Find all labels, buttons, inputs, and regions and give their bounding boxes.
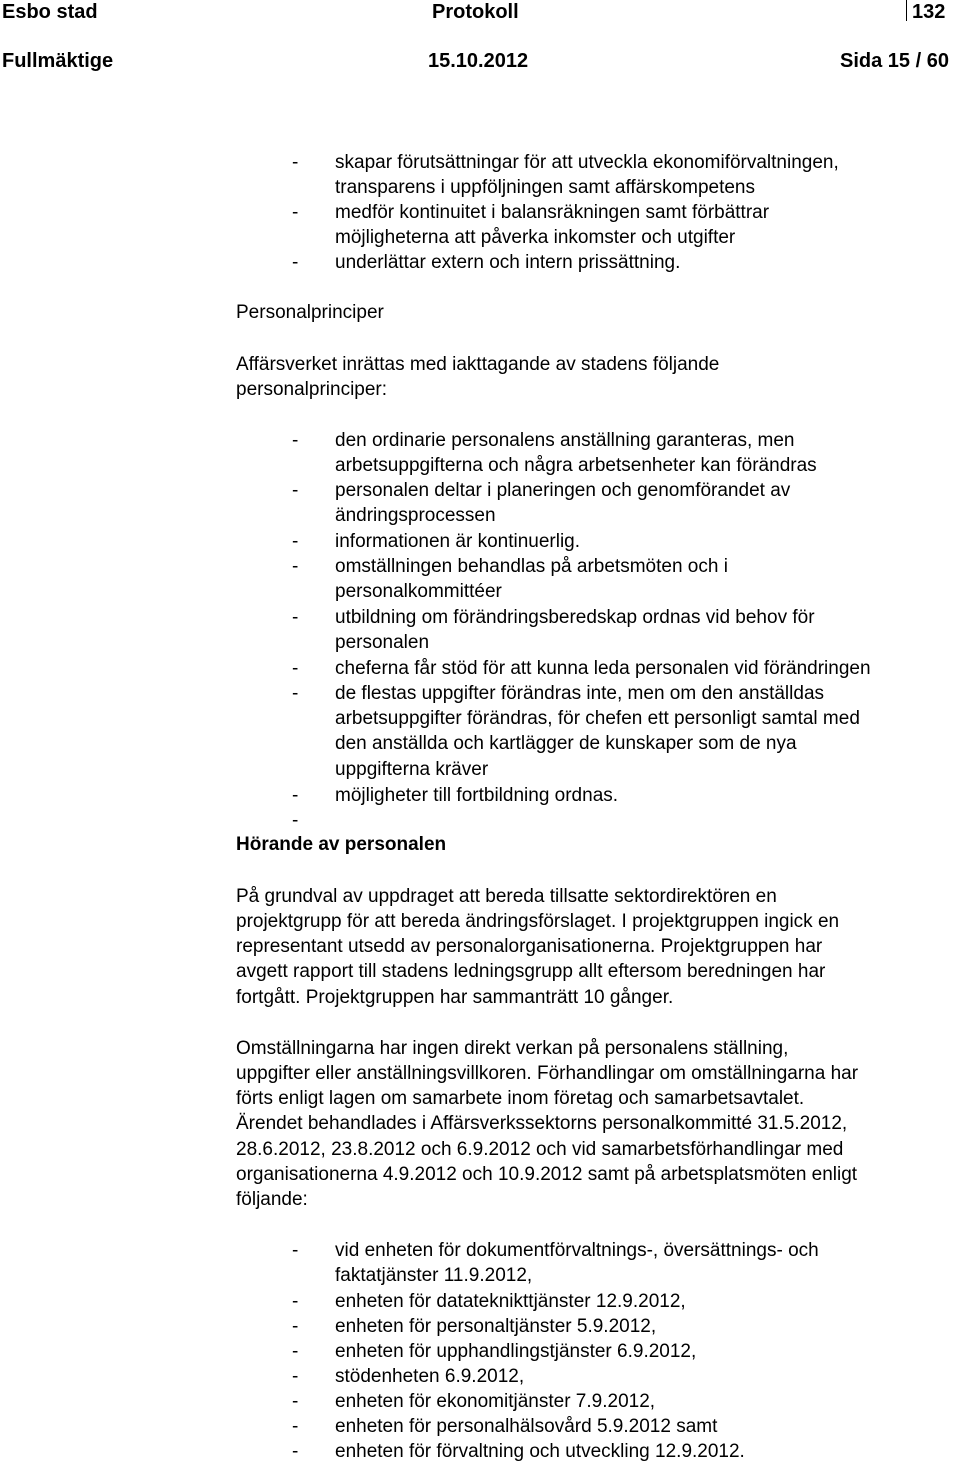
paragraph-line: uppgifter eller anställningsvillkoren. Förhandlingar om omställningarna har (236, 1063, 859, 1084)
paragraph-line: projektgrupp för att bereda ändringsförslaget. I projektgruppen ingick en (236, 911, 840, 932)
bullet-dash: - (292, 152, 299, 173)
bullet-dash: - (292, 1416, 299, 1437)
bullet-dash: - (292, 202, 299, 223)
bullet-dash: - (292, 683, 299, 704)
bullet-dash: - (292, 252, 299, 273)
bullet-dash: - (292, 658, 299, 679)
list-item: cheferna får stöd för att kunna leda personalen vid förändringen (335, 658, 871, 679)
paragraph-line: förts enligt lagen om samarbete inom företag och samarbetsavtalet. (236, 1088, 805, 1109)
list-item: stödenheten 6.9.2012, (335, 1366, 525, 1387)
list-item: enheten för personalhälsovård 5.9.2012 samt (335, 1416, 718, 1437)
bullet-dash: - (292, 785, 299, 806)
paragraph-line: organisationerna 4.9.2012 och 10.9.2012 samt på arbetsplatsmöten enligt (236, 1164, 858, 1185)
list-item-cont: den anställda och kartlägger de kunskaper som de nya (335, 733, 797, 754)
list-item: de flestas uppgifter förändras inte, men om den anställdas (335, 683, 825, 704)
paragraph-line: 28.6.2012, 23.8.2012 och 6.9.2012 och vid samarbetsförhandlingar med (236, 1139, 844, 1160)
bullet-dash: - (292, 607, 299, 628)
page-number-box-side (906, 0, 907, 21)
bullet-dash: - (292, 480, 299, 501)
header-date: 15.10.2012 (428, 50, 529, 72)
list-item-cont: faktatjänster 11.9.2012, (335, 1265, 533, 1286)
bullet-dash: - (292, 1316, 299, 1337)
list-item: omställningen behandlas på arbetsmöten och i (335, 556, 728, 577)
header-page-number: 132 (912, 1, 946, 23)
header-body: Fullmäktige (2, 50, 114, 72)
bullet-dash: - (292, 1366, 299, 1387)
list-item-cont: ändringsprocessen (335, 505, 496, 526)
list-item: personalen deltar i planeringen och genomförandet av (335, 480, 791, 501)
list-item: enheten för ekonomitjänster 7.9.2012, (335, 1391, 656, 1412)
list-item: medför kontinuitet i balansräkningen samt förbättrar (335, 202, 770, 223)
bullet-dash: - (292, 430, 299, 451)
bullet-dash: - (292, 1441, 299, 1462)
list-item: skapar förutsättningar för att utveckla ekonomiförvaltningen, (335, 152, 839, 173)
list-item-cont: arbetsuppgifterna och några arbetsenheter kan förändras (335, 455, 817, 476)
list-item-cont: personalen (335, 632, 430, 653)
bullet-dash: - (292, 1240, 299, 1261)
list-item: informationen är kontinuerlig. (335, 531, 581, 552)
paragraph-line: fortgått. Projektgruppen har sammanträtt 10 gånger. (236, 987, 674, 1008)
section-heading-horande: Hörande av personalen (236, 834, 447, 855)
paragraph-line: personalprinciper: (236, 379, 388, 400)
bullet-dash: - (292, 1391, 299, 1412)
list-item-cont: uppgifterna kräver (335, 759, 489, 780)
list-item: enheten för personaltjänster 5.9.2012, (335, 1316, 657, 1337)
paragraph-line: På grundval av uppdraget att bereda tillsatte sektordirektören en (236, 886, 777, 907)
list-item: enheten för förvaltning och utveckling 12.9.2012. (335, 1441, 745, 1462)
list-item: möjligheter till fortbildning ordnas. (335, 785, 619, 806)
header-doc-type: Protokoll (432, 1, 519, 23)
paragraph-line: representant utsedd av personalorganisationerna. Projektgruppen har (236, 936, 823, 957)
list-item: enheten för upphandlingstjänster 6.9.2012, (335, 1341, 697, 1362)
list-item-cont: möjligheterna att påverka inkomster och utgifter (335, 227, 736, 248)
paragraph-line: Ärendet behandlades i Affärsverkssektorns personalkommitté 31.5.2012, (236, 1113, 848, 1134)
paragraph-line: Omställningarna har ingen direkt verkan på personalens ställning, (236, 1038, 789, 1059)
list-item-cont: transparens i uppföljningen samt affärskompetens (335, 177, 756, 198)
paragraph-line: avgett rapport till stadens ledningsgrupp allt eftersom beredningen har (236, 961, 826, 982)
bullet-dash: - (292, 1291, 299, 1312)
list-item: vid enheten för dokumentförvaltnings-, översättnings- och (335, 1240, 819, 1261)
paragraph-line: följande: (236, 1189, 308, 1210)
section-heading-personalprinciper: Personalprinciper (236, 302, 384, 323)
list-item: utbildning om förändringsberedskap ordnas vid behov för (335, 607, 815, 628)
header-page: Sida 15 / 60 (840, 50, 949, 72)
bullet-dash: - (292, 531, 299, 552)
paragraph-line: Affärsverket inrättas med iakttagande av stadens följande (236, 354, 720, 375)
list-item: den ordinarie personalens anställning garanteras, men (335, 430, 795, 451)
list-item-cont: arbetsuppgifter förändras, för chefen ett personligt samtal med (335, 708, 860, 729)
bullet-dash: - (292, 1341, 299, 1362)
list-item: underlättar extern och intern prissättning. (335, 252, 681, 273)
list-item-cont: personalkommittéer (335, 581, 502, 602)
list-item: enheten för datateknikttjänster 12.9.2012, (335, 1291, 686, 1312)
bullet-dash-empty: - (292, 810, 299, 831)
header-org: Esbo stad (2, 1, 98, 23)
bullet-dash: - (292, 556, 299, 577)
